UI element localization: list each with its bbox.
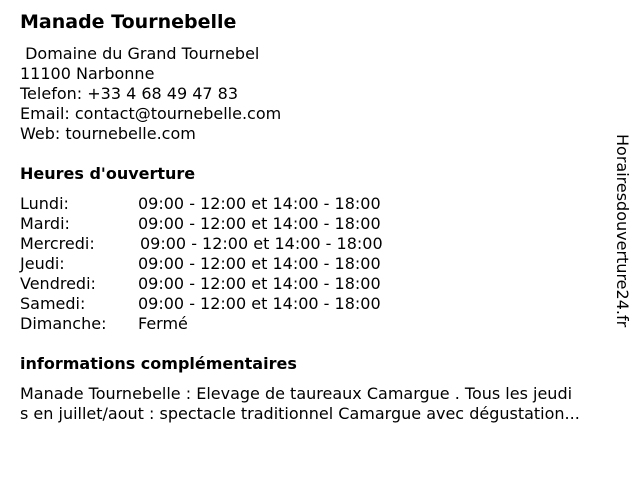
additional-info-line: Manade Tournebelle : Elevage de taureaux Camargue . Tous les jeudi — [20, 384, 573, 403]
time-value: 09:00 - 12:00 et 14:00 - 18:00 — [138, 274, 381, 293]
business-name: Manade Tournebelle — [20, 11, 237, 33]
time-value: 09:00 - 12:00 et 14:00 - 18:00 — [138, 294, 381, 313]
time-value: 09:00 - 12:00 et 14:00 - 18:00 — [140, 234, 383, 253]
day-label: Lundi: — [20, 194, 69, 213]
day-label: Vendredi: — [20, 274, 96, 293]
day-label: Samedi: — [20, 294, 86, 313]
additional-info-line: s en juillet/aout : spectacle traditionnel Camargue avec dégustation... — [20, 404, 580, 423]
address-line-street: Domaine du Grand Tournebel — [20, 44, 260, 63]
day-label: Mardi: — [20, 214, 70, 233]
additional-info-text — [20, 384, 630, 424]
time-value: 09:00 - 12:00 et 14:00 - 18:00 — [138, 194, 381, 213]
time-value: 09:00 - 12:00 et 14:00 - 18:00 — [138, 214, 381, 233]
time-value: 09:00 - 12:00 et 14:00 - 18:00 — [138, 254, 381, 273]
opening-hours-heading: Heures d'ouverture — [20, 164, 196, 183]
email-line: Email: contact@tournebelle.com — [20, 104, 282, 123]
web-line: Web: tournebelle.com — [20, 124, 196, 143]
site-watermark: Horairesdouverture24.fr — [613, 134, 632, 328]
additional-info-heading: informations complémentaires — [20, 354, 297, 373]
day-label: Jeudi: — [20, 254, 65, 273]
contact-block — [20, 44, 281, 144]
time-value: Fermé — [138, 314, 188, 333]
address-line-city: 11100 Narbonne — [20, 64, 155, 83]
phone-line: Telefon: +33 4 68 49 47 83 — [20, 84, 239, 103]
day-label: Dimanche: — [20, 314, 107, 333]
day-label: Mercredi: — [20, 234, 95, 253]
